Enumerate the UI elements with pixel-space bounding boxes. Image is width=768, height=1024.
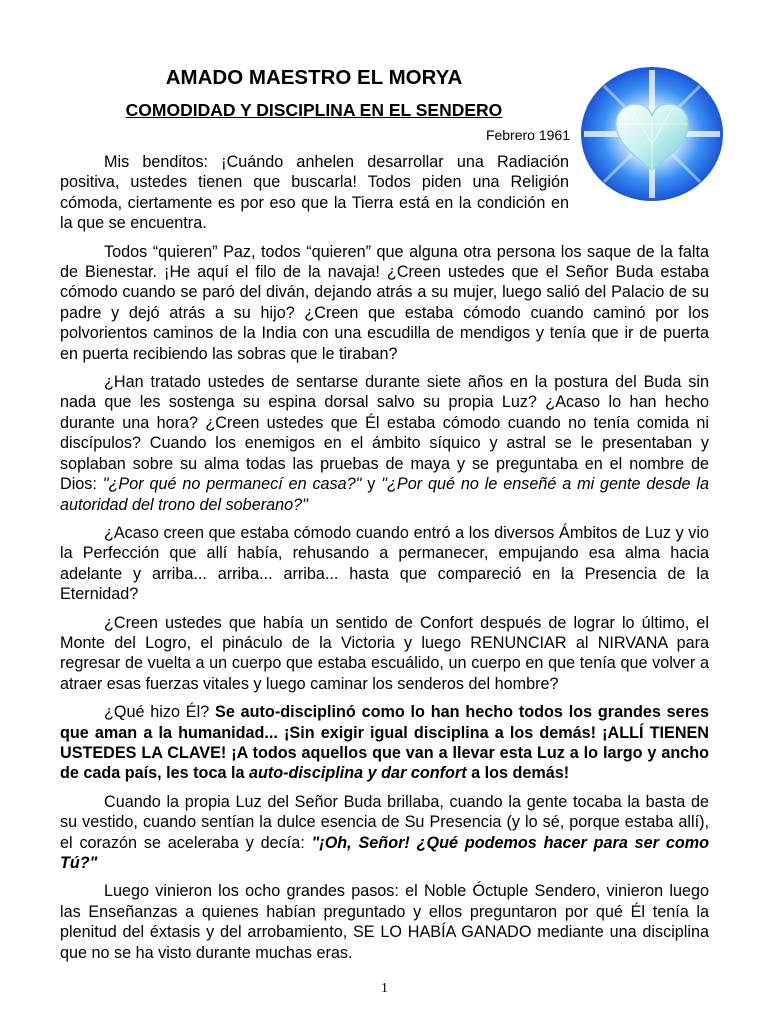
paragraph xyxy=(60,372,709,515)
paragraph-text: Cuando la propia Luz del Señor Buda brillaba, cuando la gente tocaba la basta de su vestido, cuando sentían la dulce esencia de Su Presencia (y lo sé, porque estaba allí), el corazón se aceleraba y decía: xyxy=(60,792,709,852)
page-number: 1 xyxy=(381,981,388,996)
paragraph-text: ¿Han tratado ustedes de sentarse durante siete años en la postura del Buda sin nada que les sostenga su espina dorsal salvo su propia Luz? ¿Acaso lo han hecho durante una hora? ¿Creen ustedes que Él estaba cómodo cuando no tenía comida ni discípulos? Cuando los enemigos en el ámbito síquico y astral se le presentaban y soplaban sobre su alma todas las pruebas de maya y se preguntaba en el nombre de Dios: xyxy=(60,373,709,494)
paragraph: Luego vinieron los ocho grandes pasos: el Noble Óctuple Sendero, vinieron luego las Enseñanzas a quienes habían preguntado y ellos preguntaron por qué Él tenía la plenitud del éxtasis y del arrobamiento, SE LO HABÍA GANADO mediante una disciplina que no se ha visto durante muchas eras. xyxy=(60,882,709,962)
page-subtitle: COMODIDAD Y DISCIPLINA EN EL SENDERO xyxy=(125,100,503,120)
paragraph: ¿Creen ustedes que había un sentido de Confort después de lograr lo último, el Monte del Logro, el pináculo de la Victoria y luego RENUNCIAR al NIRVANA para regresar de vuelta a un cuerpo que estaba escuálido, un cuerpo en que tenía que volver a atraer esas fuerzas vitales y luego caminar los senderos del hombre? xyxy=(60,613,709,693)
bold-emphasis: a los demás! xyxy=(466,764,570,783)
bold-italic-quote: "¡Oh, Señor! ¿Qué podemos hacer para ser como Tú?" xyxy=(60,833,709,872)
document-body xyxy=(60,152,709,971)
document-date: Febrero 1961 xyxy=(485,127,570,143)
document-page xyxy=(60,0,709,1024)
bold-emphasis: Se auto-disciplinó como lo han hecho todos los grandes seres que aman a la humanidad... ¡Sin exigir igual disciplina a los demás! ¡ALLÍ TIENEN USTEDES LA CLAVE! ¡A todos aquellos que van a llevar esta Luz a lo largo y ancho de cada país, les toca la xyxy=(60,703,709,783)
bold-italic-emphasis: auto-disciplina y dar confort xyxy=(248,764,467,783)
paragraph xyxy=(60,702,709,784)
paragraph: Todos “quieren” Paz, todos “quieren” que alguna otra persona los saque de la falta de Bienestar. ¡He aquí el filo de la navaja! ¿Creen ustedes que el Señor Buda estaba cómodo cuando se paró del diván, dejando atrás a su mujer, luego salió del Palacio de su padre y dejó atrás a su hijo? ¿Creen que estaba cómodo cuando caminó por los polvorientos caminos de la India con una escudilla de mendigos y tenía que ir de puerta en puerta recibiendo las sobras que le tiraban? xyxy=(60,242,709,363)
paragraph xyxy=(60,792,709,874)
paragraph: ¿Acaso creen que estaba cómodo cuando entró a los diversos Ámbitos de Luz y vio la Perfección que allí había, rehusando a permanecer, empujando esa alma hacia adelante y arriba... arriba... arriba... hasta que compareció en la Presencia de la Eternidad? xyxy=(60,523,709,604)
italic-quote: "¿Por qué no le enseñé a mi gente desde la autoridad del trono del soberano?" xyxy=(60,475,709,514)
page-title: AMADO MAESTRO EL MORYA xyxy=(165,66,463,89)
italic-quote: "¿Por qué no permanecí en casa?" xyxy=(102,475,362,494)
paragraph-text: y xyxy=(361,475,382,494)
paragraph: Mis benditos: ¡Cuándo anhelen desarrollar una Radiación positiva, ustedes tienen que buscarla! Todos piden una Religión cómoda, ciertamente es por eso que la Tierra está en la condición en la que se encuentra. xyxy=(60,153,569,233)
paragraph-text: ¿Qué hizo Él? xyxy=(104,703,216,722)
